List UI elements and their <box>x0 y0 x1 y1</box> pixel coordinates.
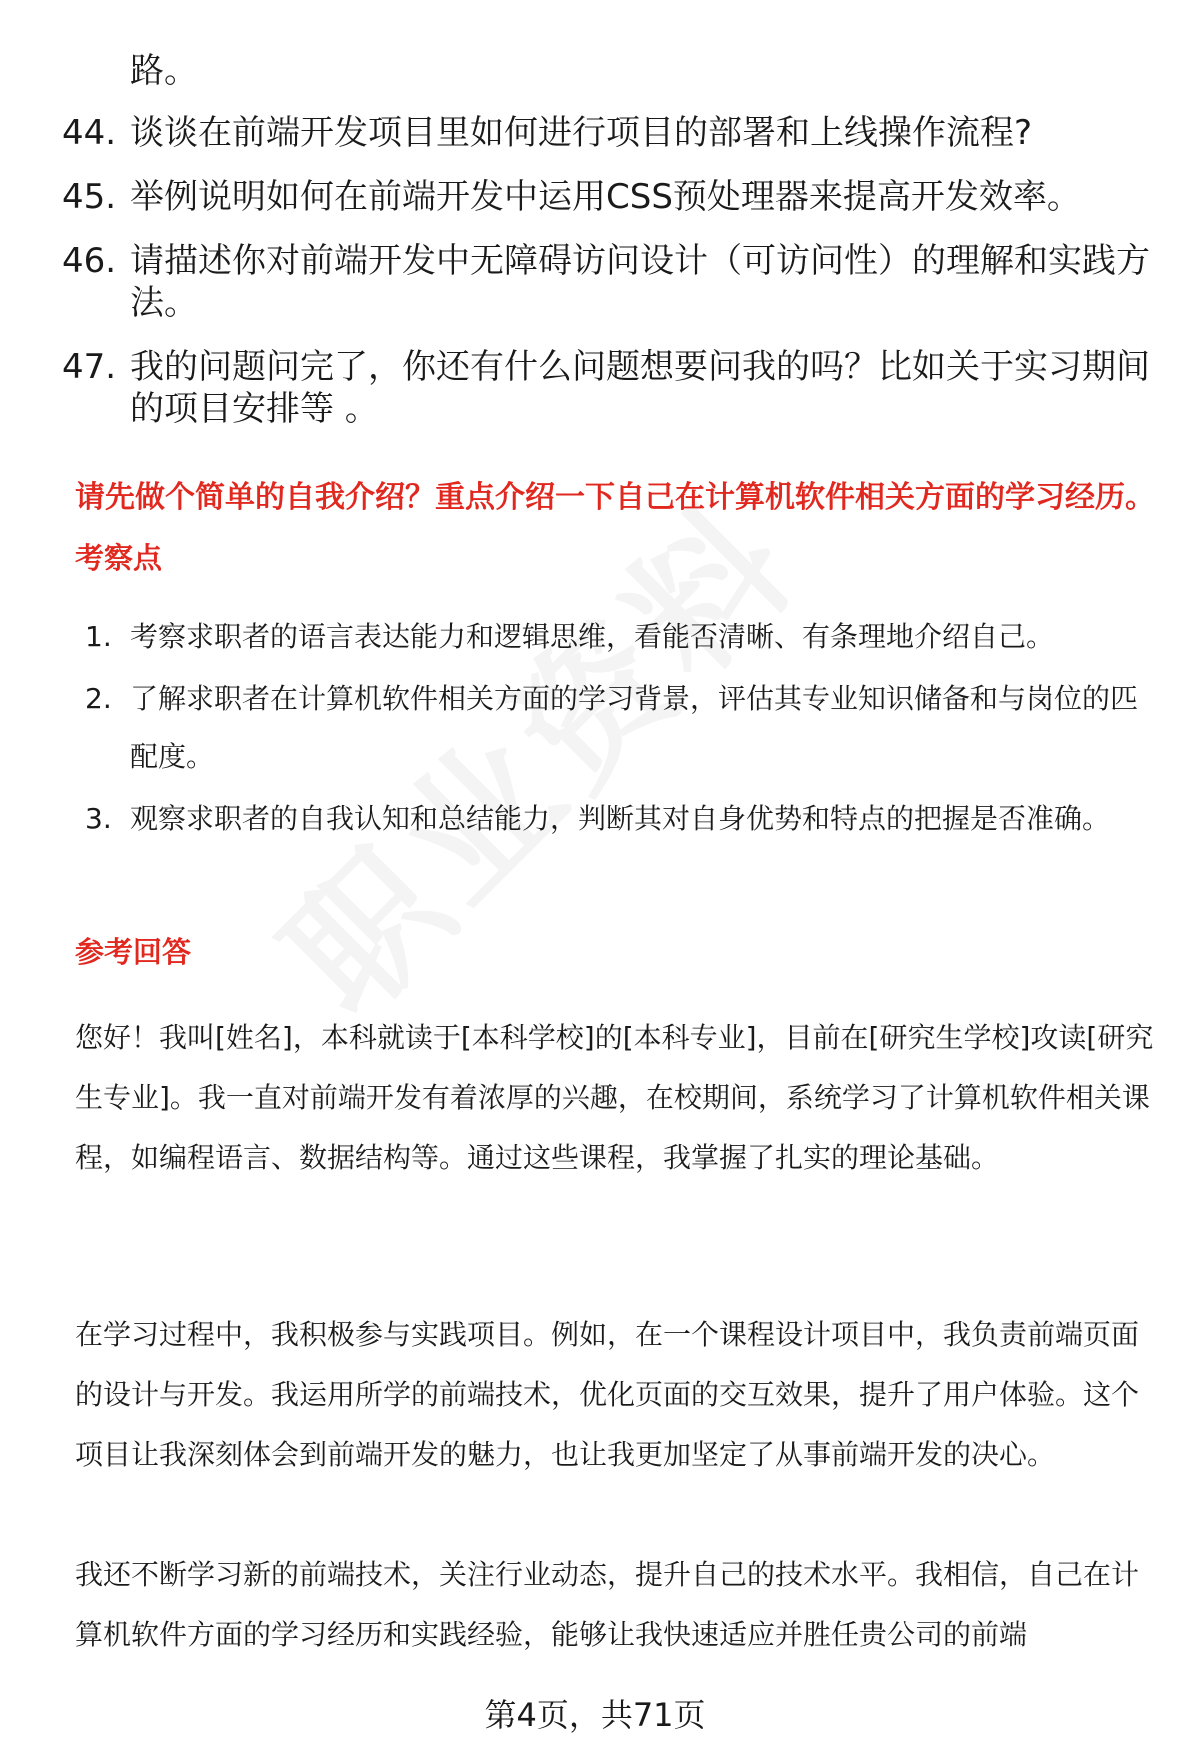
question-item <box>62 112 1152 154</box>
question-item <box>62 240 1152 324</box>
point-number: 3. <box>85 802 112 835</box>
question-item <box>62 176 1152 218</box>
point-text: 考察求职者的语言表达能力和逻辑思维，看能否清晰、有条理地介绍自己。 <box>130 620 1055 653</box>
point-number: 1. <box>85 620 112 653</box>
question-number: 47. <box>62 347 117 387</box>
question-number: 46. <box>62 241 117 281</box>
point-item <box>85 608 1155 666</box>
question-list <box>62 112 1152 452</box>
question-item <box>62 346 1152 430</box>
points-list <box>85 608 1155 852</box>
points-heading: 考察点 <box>75 541 163 575</box>
point-number: 2. <box>85 682 112 715</box>
page-footer: 第4页，共71页 <box>484 1696 706 1734</box>
question-text: 我的问题问完了，你还有什么问题想要问我的吗？比如关于实习期间的项目安排等 。 <box>130 347 1150 429</box>
question-number: 45. <box>62 177 117 217</box>
section-title: 请先做个简单的自我介绍？重点介绍一下自己在计算机软件相关方面的学习经历。 <box>75 480 1155 515</box>
answer-paragraph: 您好！我叫[姓名]，本科就读于[本科学校]的[本科专业]，目前在[研究生学校]攻读[研究生专业]。我一直对前端开发有着浓厚的兴趣，在校期间，系统学习了计算机软件相关课程，如编程语言、数据结构等。通过这些课程，我掌握了扎实的理论基础。 <box>75 1021 1154 1174</box>
answer-heading: 参考回答 <box>75 935 192 969</box>
question-text: 举例说明如何在前端开发中运用CSS预处理器来提高开发效率。 <box>130 177 1081 217</box>
answer-paragraph: 在学习过程中，我积极参与实践项目。例如，在一个课程设计项目中，我负责前端页面的设计与开发。我运用所学的前端技术，优化页面的交互效果，提升了用户体验。这个项目让我深刻体会到前端开发的魅力，也让我更加坚定了从事前端开发的决心。 <box>75 1318 1140 1471</box>
question-text: 谈谈在前端开发项目里如何进行项目的部署和上线操作流程? <box>130 113 1033 153</box>
question-continuation: 路。 <box>130 51 198 91</box>
point-text: 观察求职者的自我认知和总结能力，判断其对自身优势和特点的把握是否准确。 <box>130 802 1111 835</box>
question-text: 请描述你对前端开发中无障碍访问设计（可访问性）的理解和实践方法。 <box>130 241 1150 323</box>
point-text: 了解求职者在计算机软件相关方面的学习背景，评估其专业知识储备和与岗位的匹配度。 <box>130 682 1139 773</box>
point-item <box>85 670 1155 786</box>
answer-paragraph: 我还不断学习新的前端技术，关注行业动态，提升自己的技术水平。我相信，自己在计算机软件方面的学习经历和实践经验，能够让我快速适应并胜任贵公司的前端 <box>75 1558 1140 1651</box>
question-number: 44. <box>62 113 117 153</box>
point-item <box>85 790 1155 848</box>
